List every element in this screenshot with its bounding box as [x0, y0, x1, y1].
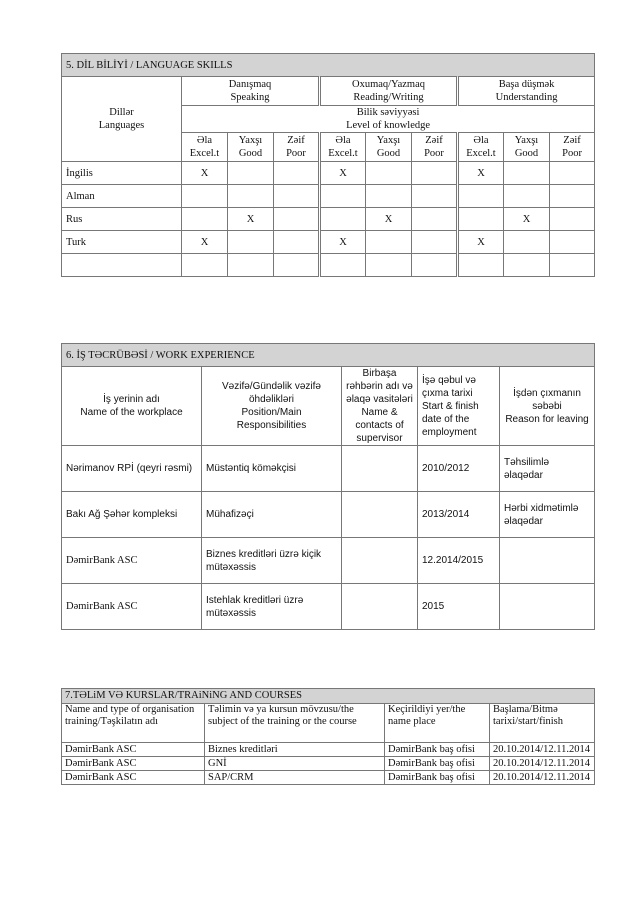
work-position: Biznes kreditləri üzrə kiçik mütəxəssis: [202, 538, 342, 584]
level-mark: [550, 208, 595, 231]
work-section-title: 6. İŞ TƏCRÜBƏSİ / WORK EXPERIENCE: [62, 344, 595, 367]
training-table: [61, 688, 595, 785]
level-mark: [320, 254, 366, 277]
training-cell: 20.10.2014/12.11.2014: [490, 757, 595, 771]
language-name: İngilis: [62, 162, 182, 185]
level-header: Əla Excel.t: [320, 133, 366, 162]
work-column-header: İşə qəbul və çıxma tarixi Start & finish date of the employment: [418, 367, 500, 446]
level-header: Yaxşı Good: [366, 133, 412, 162]
level-mark: [228, 162, 274, 185]
work-position: Müstəntiq köməkçisi: [202, 446, 342, 492]
skill-speaking: Danışmaq Speaking: [182, 77, 320, 106]
languages-header-en: Languages: [98, 120, 145, 131]
level-mark: [228, 185, 274, 208]
skill-reading-writing: Oxumaq/Yazmaq Reading/Writing: [320, 77, 458, 106]
level-header: Yaxşı Good: [228, 133, 274, 162]
work-supervisor: [342, 538, 418, 584]
level-mark: [504, 231, 550, 254]
language-name: Turk: [62, 231, 182, 254]
level-header: Əla Excel.t: [458, 133, 504, 162]
work-reason: [500, 584, 595, 630]
level-header: Əla Excel.t: [182, 133, 228, 162]
level-mark: X: [228, 208, 274, 231]
level-mark: X: [320, 162, 366, 185]
work-column-header: Vəzifə/Gündəlik vəzifə öhdəlikləri Position/Main Responsibilities: [202, 367, 342, 446]
work-position: Mühafizəçi: [202, 492, 342, 538]
training-column-header: Başlama/Bitmə tarixi/start/finish: [490, 704, 595, 743]
training-cell: 20.10.2014/12.11.2014: [490, 743, 595, 757]
level-header: Zəif Poor: [550, 133, 595, 162]
level-mark: [458, 185, 504, 208]
level-mark: [412, 162, 458, 185]
level-mark: [228, 231, 274, 254]
work-dates: 2010/2012: [418, 446, 500, 492]
training-cell: DəmirBank ASC: [62, 757, 205, 771]
level-mark: [550, 231, 595, 254]
level-mark: [274, 185, 320, 208]
language-row: [62, 208, 595, 231]
level-mark: [366, 185, 412, 208]
level-mark: X: [182, 162, 228, 185]
languages-header: [62, 77, 182, 162]
work-supervisor: [342, 492, 418, 538]
level-mark: [320, 208, 366, 231]
work-column-header: İşdən çıxmanın səbəbi Reason for leaving: [500, 367, 595, 446]
work-workplace: Bakı Ağ Şəhər kompleksi: [62, 492, 202, 538]
level-mark: [412, 231, 458, 254]
work-workplace: Nərimanov RPİ (qeyri rəsmi): [62, 446, 202, 492]
level-mark: [228, 254, 274, 277]
work-workplace: DəmirBank ASC: [62, 538, 202, 584]
level-mark: [550, 254, 595, 277]
level-mark: [504, 254, 550, 277]
level-mark: [458, 208, 504, 231]
level-mark: X: [458, 231, 504, 254]
language-name: [62, 254, 182, 277]
level-mark: [274, 254, 320, 277]
work-row: [62, 538, 595, 584]
work-workplace: DəmirBank ASC: [62, 584, 202, 630]
level-header: Zəif Poor: [274, 133, 320, 162]
training-row: [62, 757, 595, 771]
level-mark: [366, 162, 412, 185]
level-mark: X: [504, 208, 550, 231]
level-mark: [320, 185, 366, 208]
level-mark: [366, 231, 412, 254]
training-row: [62, 743, 595, 757]
training-cell: DəmirBank baş ofisi: [385, 743, 490, 757]
training-cell: DəmirBank ASC: [62, 743, 205, 757]
language-row: [62, 254, 595, 277]
level-mark: [274, 162, 320, 185]
work-column-header: İş yerinin adı Name of the workplace: [62, 367, 202, 446]
training-row: [62, 771, 595, 785]
level-mark: [412, 254, 458, 277]
level-mark: [274, 208, 320, 231]
training-cell: DəmirBank baş ofisi: [385, 757, 490, 771]
knowledge-level-header: Bilik səviyyəsi Level of knowledge: [182, 106, 595, 133]
work-reason: [500, 538, 595, 584]
work-reason: Hərbi xidmətimlə əlaqədar: [500, 492, 595, 538]
training-column-header: Name and type of organisation training/Təşkilatın adı: [62, 704, 205, 743]
training-section-title: 7.TƏLiM VƏ KURSLAR/TRAiNiNG AND COURSES: [62, 689, 595, 704]
level-mark: [412, 208, 458, 231]
training-cell: DəmirBank ASC: [62, 771, 205, 785]
language-row: [62, 185, 595, 208]
work-row: [62, 492, 595, 538]
level-mark: [274, 231, 320, 254]
level-mark: [412, 185, 458, 208]
skill-understanding: Başa düşmək Understanding: [458, 77, 595, 106]
languages-header-az: Dillər: [109, 107, 134, 118]
level-mark: [182, 208, 228, 231]
work-dates: 12.2014/2015: [418, 538, 500, 584]
level-mark: [182, 254, 228, 277]
training-cell: 20.10.2014/12.11.2014: [490, 771, 595, 785]
training-cell: SAP/CRM: [205, 771, 385, 785]
work-experience-table: [61, 343, 595, 630]
work-dates: 2015: [418, 584, 500, 630]
level-header: Yaxşı Good: [504, 133, 550, 162]
level-mark: [504, 185, 550, 208]
work-reason: Təhsilimlə əlaqədar: [500, 446, 595, 492]
level-mark: X: [320, 231, 366, 254]
work-dates: 2013/2014: [418, 492, 500, 538]
language-row: [62, 162, 595, 185]
work-column-header: Birbaşa rəhbərin adı və əlaqə vasitələri Name & contacts of supervisor: [342, 367, 418, 446]
level-mark: [182, 185, 228, 208]
training-cell: Biznes kreditləri: [205, 743, 385, 757]
work-supervisor: [342, 584, 418, 630]
language-skills-table: [61, 53, 595, 277]
level-header: Zəif Poor: [412, 133, 458, 162]
level-mark: [550, 162, 595, 185]
training-column-header: Keçirildiyi yer/the name place: [385, 704, 490, 743]
level-mark: X: [366, 208, 412, 231]
training-cell: DəmirBank baş ofisi: [385, 771, 490, 785]
language-name: Alman: [62, 185, 182, 208]
level-mark: X: [458, 162, 504, 185]
work-row: [62, 584, 595, 630]
level-mark: X: [182, 231, 228, 254]
work-position: Istehlak kreditləri üzrə mütəxəssis: [202, 584, 342, 630]
level-mark: [550, 185, 595, 208]
language-name: Rus: [62, 208, 182, 231]
training-column-header: Təlimin və ya kursun mövzusu/the subject of the training or the course: [205, 704, 385, 743]
language-section-title: 5. DİL BİLİYİ / LANGUAGE SKILLS: [62, 54, 595, 77]
language-row: [62, 231, 595, 254]
work-row: [62, 446, 595, 492]
level-mark: [504, 162, 550, 185]
training-cell: GNİ: [205, 757, 385, 771]
level-mark: [458, 254, 504, 277]
level-mark: [366, 254, 412, 277]
work-supervisor: [342, 446, 418, 492]
